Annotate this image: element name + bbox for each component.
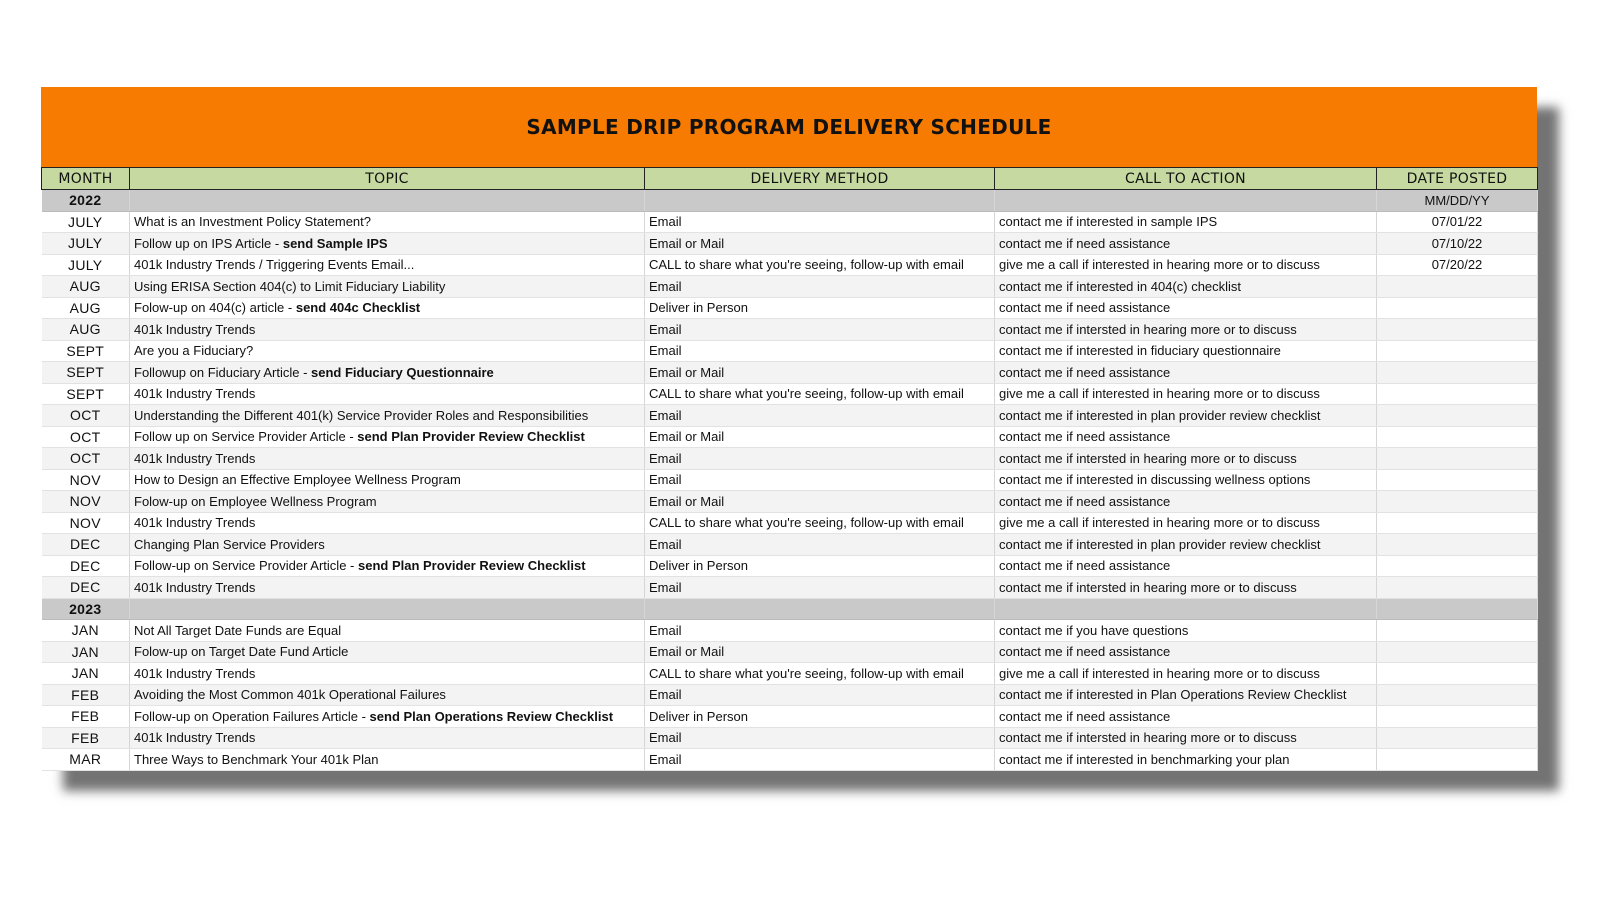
date-posted-cell — [1377, 749, 1538, 771]
topic-cell — [130, 727, 645, 749]
call-to-action-cell: contact me if interested in sample IPS — [995, 211, 1377, 233]
table-row — [42, 641, 1538, 663]
topic-cell — [130, 749, 645, 771]
month-cell: JULY — [42, 254, 130, 276]
month-cell: JAN — [42, 641, 130, 663]
table-body — [42, 190, 1538, 771]
table-row — [42, 383, 1538, 405]
topic-cell — [130, 534, 645, 556]
table-row — [42, 663, 1538, 685]
topic-cell — [130, 706, 645, 728]
month-cell: SEPT — [42, 340, 130, 362]
call-to-action-cell: contact me if intersted in hearing more or to discuss — [995, 727, 1377, 749]
table-row — [42, 426, 1538, 448]
table-row — [42, 684, 1538, 706]
topic-text: How to Design an Effective Employee Wellness Program — [134, 472, 461, 488]
year-row — [42, 598, 1538, 620]
date-posted-cell — [1377, 598, 1538, 620]
topic-text: Avoiding the Most Common 401k Operational Failures — [134, 687, 446, 703]
month-cell: JULY — [42, 211, 130, 233]
schedule-sheet — [41, 87, 1537, 771]
call-to-action-cell: contact me if need assistance — [995, 297, 1377, 319]
month-cell: AUG — [42, 276, 130, 298]
month-cell: NOV — [42, 469, 130, 491]
year-row — [42, 190, 1538, 212]
table-row — [42, 211, 1538, 233]
topic-text: Followup on Fiduciary Article - — [134, 364, 312, 380]
month-cell: FEB — [42, 684, 130, 706]
table-row — [42, 319, 1538, 341]
table-row — [42, 362, 1538, 384]
column-header-month: MONTH — [42, 168, 130, 190]
topic-cell — [130, 340, 645, 362]
date-posted-cell — [1377, 469, 1538, 491]
date-posted-cell — [1377, 448, 1538, 470]
call-to-action-cell: contact me if need assistance — [995, 491, 1377, 513]
call-to-action-cell: contact me if interested in fiduciary questionnaire — [995, 340, 1377, 362]
month-cell: FEB — [42, 727, 130, 749]
topic-highlight: send Fiduciary Questionnaire — [311, 364, 494, 380]
call-to-action-cell: contact me if need assistance — [995, 555, 1377, 577]
table-row — [42, 405, 1538, 427]
month-cell: 2022 — [42, 190, 130, 212]
month-cell: SEPT — [42, 362, 130, 384]
delivery-method-cell: Email — [645, 684, 995, 706]
title-banner — [41, 87, 1537, 167]
schedule-table — [41, 167, 1538, 771]
month-cell: OCT — [42, 426, 130, 448]
date-posted-cell — [1377, 534, 1538, 556]
delivery-method-cell: Deliver in Person — [645, 555, 995, 577]
delivery-method-cell: Email — [645, 577, 995, 599]
call-to-action-cell: contact me if need assistance — [995, 233, 1377, 255]
table-row — [42, 512, 1538, 534]
table-row — [42, 340, 1538, 362]
date-posted-cell — [1377, 426, 1538, 448]
column-header-topic: TOPIC — [130, 168, 645, 190]
call-to-action-cell: contact me if interested in 404(c) checklist — [995, 276, 1377, 298]
delivery-method-cell: Email — [645, 620, 995, 642]
delivery-method-cell: Email — [645, 448, 995, 470]
table-row — [42, 727, 1538, 749]
delivery-method-cell: Deliver in Person — [645, 297, 995, 319]
delivery-method-cell: Email — [645, 749, 995, 771]
delivery-method-cell: Email — [645, 469, 995, 491]
date-posted-cell — [1377, 706, 1538, 728]
topic-cell — [130, 319, 645, 341]
topic-highlight: send Plan Provider Review Checklist — [357, 558, 586, 574]
topic-cell — [130, 276, 645, 298]
table-row — [42, 297, 1538, 319]
table-row — [42, 706, 1538, 728]
table-row — [42, 254, 1538, 276]
delivery-method-cell: Email — [645, 534, 995, 556]
date-posted-cell — [1377, 276, 1538, 298]
topic-cell — [130, 663, 645, 685]
topic-cell — [130, 684, 645, 706]
table-row — [42, 233, 1538, 255]
delivery-method-cell: Email — [645, 319, 995, 341]
topic-text: What is an Investment Policy Statement? — [134, 214, 371, 230]
date-posted-cell — [1377, 663, 1538, 685]
topic-text: 401k Industry Trends — [134, 321, 256, 337]
month-cell: JAN — [42, 620, 130, 642]
call-to-action-cell: give me a call if interested in hearing more or to discuss — [995, 512, 1377, 534]
topic-cell — [130, 254, 645, 276]
table-row — [42, 534, 1538, 556]
topic-text: Follow up on IPS Article - — [134, 235, 283, 251]
date-posted-cell — [1377, 577, 1538, 599]
topic-cell — [130, 426, 645, 448]
topic-cell — [130, 491, 645, 513]
date-posted-cell — [1377, 555, 1538, 577]
table-row — [42, 749, 1538, 771]
topic-highlight: send 404c Checklist — [295, 300, 421, 316]
topic-text: 401k Industry Trends — [134, 665, 256, 681]
month-cell: OCT — [42, 448, 130, 470]
topic-cell — [130, 555, 645, 577]
call-to-action-cell: contact me if need assistance — [995, 426, 1377, 448]
month-cell: NOV — [42, 512, 130, 534]
topic-text: Folow-up on Target Date Fund Article — [134, 644, 349, 660]
topic-cell — [130, 297, 645, 319]
topic-text: Using ERISA Section 404(c) to Limit Fiduciary Liability — [134, 278, 446, 294]
date-posted-cell — [1377, 319, 1538, 341]
date-posted-cell — [1377, 684, 1538, 706]
topic-cell — [130, 577, 645, 599]
topic-text: Follow-up on Operation Failures Article - — [134, 708, 370, 724]
table-row — [42, 577, 1538, 599]
date-posted-cell — [1377, 383, 1538, 405]
table-row — [42, 469, 1538, 491]
delivery-method-cell — [645, 190, 995, 212]
delivery-method-cell: Email or Mail — [645, 362, 995, 384]
call-to-action-cell: give me a call if interested in hearing more or to discuss — [995, 383, 1377, 405]
table-row — [42, 491, 1538, 513]
month-cell: DEC — [42, 555, 130, 577]
call-to-action-cell — [995, 190, 1377, 212]
month-cell: 2023 — [42, 598, 130, 620]
delivery-method-cell: Email — [645, 211, 995, 233]
call-to-action-cell: contact me if intersted in hearing more or to discuss — [995, 577, 1377, 599]
date-posted-cell: 07/10/22 — [1377, 233, 1538, 255]
table-row — [42, 448, 1538, 470]
month-cell: AUG — [42, 297, 130, 319]
column-header-delivery-method: DELIVERY METHOD — [645, 168, 995, 190]
topic-cell — [130, 469, 645, 491]
date-posted-cell — [1377, 727, 1538, 749]
month-cell: NOV — [42, 491, 130, 513]
topic-text: Understanding the Different 401(k) Service Provider Roles and Responsibilities — [134, 407, 589, 423]
call-to-action-cell: contact me if interested in benchmarking your plan — [995, 749, 1377, 771]
delivery-method-cell: CALL to share what you're seeing, follow-up with email — [645, 663, 995, 685]
topic-highlight: send Sample IPS — [282, 235, 388, 251]
date-posted-cell: 07/20/22 — [1377, 254, 1538, 276]
header-row — [42, 168, 1538, 190]
month-cell: MAR — [42, 749, 130, 771]
topic-text: Not All Target Date Funds are Equal — [134, 622, 342, 638]
delivery-method-cell: Deliver in Person — [645, 706, 995, 728]
delivery-method-cell: Email or Mail — [645, 491, 995, 513]
topic-cell — [130, 233, 645, 255]
table-row — [42, 276, 1538, 298]
delivery-method-cell: Email — [645, 405, 995, 427]
call-to-action-cell: contact me if interested in plan provider review checklist — [995, 405, 1377, 427]
call-to-action-cell: contact me if intersted in hearing more or to discuss — [995, 448, 1377, 470]
topic-highlight: send Plan Operations Review Checklist — [369, 708, 614, 724]
topic-cell — [130, 448, 645, 470]
date-posted-cell — [1377, 297, 1538, 319]
topic-text: Follow up on Service Provider Article - — [134, 429, 358, 445]
date-posted-cell: 07/01/22 — [1377, 211, 1538, 233]
date-posted-cell — [1377, 491, 1538, 513]
month-cell: SEPT — [42, 383, 130, 405]
delivery-method-cell: Email or Mail — [645, 233, 995, 255]
topic-text: Folow-up on Employee Wellness Program — [134, 493, 377, 509]
topic-text: 401k Industry Trends — [134, 386, 256, 402]
delivery-method-cell: CALL to share what you're seeing, follow-up with email — [645, 383, 995, 405]
call-to-action-cell: contact me if intersted in hearing more or to discuss — [995, 319, 1377, 341]
topic-cell — [130, 512, 645, 534]
topic-cell — [130, 362, 645, 384]
month-cell: OCT — [42, 405, 130, 427]
table-row — [42, 555, 1538, 577]
topic-cell — [130, 211, 645, 233]
month-cell: FEB — [42, 706, 130, 728]
topic-cell — [130, 620, 645, 642]
topic-cell — [130, 190, 645, 212]
topic-cell — [130, 598, 645, 620]
call-to-action-cell: contact me if interested in plan provider review checklist — [995, 534, 1377, 556]
topic-cell — [130, 405, 645, 427]
topic-text: 401k Industry Trends — [134, 579, 256, 595]
topic-text: Follow-up on Service Provider Article - — [134, 558, 358, 574]
topic-text: Folow-up on 404(c) article - — [134, 300, 296, 316]
date-posted-cell: MM/DD/YY — [1377, 190, 1538, 212]
call-to-action-cell: give me a call if interested in hearing more or to discuss — [995, 663, 1377, 685]
topic-text: 401k Industry Trends / Triggering Events Email... — [134, 257, 415, 273]
month-cell: JAN — [42, 663, 130, 685]
topic-text: Changing Plan Service Providers — [134, 536, 325, 552]
delivery-method-cell — [645, 598, 995, 620]
call-to-action-cell: give me a call if interested in hearing more or to discuss — [995, 254, 1377, 276]
call-to-action-cell: contact me if need assistance — [995, 362, 1377, 384]
delivery-method-cell: Email or Mail — [645, 426, 995, 448]
month-cell: JULY — [42, 233, 130, 255]
date-posted-cell — [1377, 620, 1538, 642]
call-to-action-cell: contact me if interested in discussing wellness options — [995, 469, 1377, 491]
column-header-date-posted: DATE POSTED — [1377, 168, 1538, 190]
delivery-method-cell: Email — [645, 276, 995, 298]
topic-text: 401k Industry Trends — [134, 730, 256, 746]
date-posted-cell — [1377, 512, 1538, 534]
call-to-action-cell: contact me if need assistance — [995, 706, 1377, 728]
topic-text: Are you a Fiduciary? — [134, 343, 254, 359]
delivery-method-cell: CALL to share what you're seeing, follow-up with email — [645, 512, 995, 534]
month-cell: DEC — [42, 577, 130, 599]
month-cell: DEC — [42, 534, 130, 556]
topic-cell — [130, 383, 645, 405]
call-to-action-cell: contact me if you have questions — [995, 620, 1377, 642]
delivery-method-cell: Email — [645, 727, 995, 749]
date-posted-cell — [1377, 405, 1538, 427]
call-to-action-cell — [995, 598, 1377, 620]
topic-cell — [130, 641, 645, 663]
date-posted-cell — [1377, 641, 1538, 663]
delivery-method-cell: Email or Mail — [645, 641, 995, 663]
topic-text: 401k Industry Trends — [134, 515, 256, 531]
column-header-call-to-action: CALL TO ACTION — [995, 168, 1377, 190]
month-cell: AUG — [42, 319, 130, 341]
topic-text: Three Ways to Benchmark Your 401k Plan — [134, 751, 379, 767]
date-posted-cell — [1377, 340, 1538, 362]
call-to-action-cell: contact me if need assistance — [995, 641, 1377, 663]
topic-text: 401k Industry Trends — [134, 450, 256, 466]
page-title: SAMPLE DRIP PROGRAM DELIVERY SCHEDULE — [526, 115, 1052, 139]
call-to-action-cell: contact me if interested in Plan Operations Review Checklist — [995, 684, 1377, 706]
table-row — [42, 620, 1538, 642]
date-posted-cell — [1377, 362, 1538, 384]
delivery-method-cell: Email — [645, 340, 995, 362]
topic-highlight: send Plan Provider Review Checklist — [357, 429, 585, 445]
delivery-method-cell: CALL to share what you're seeing, follow-up with email — [645, 254, 995, 276]
